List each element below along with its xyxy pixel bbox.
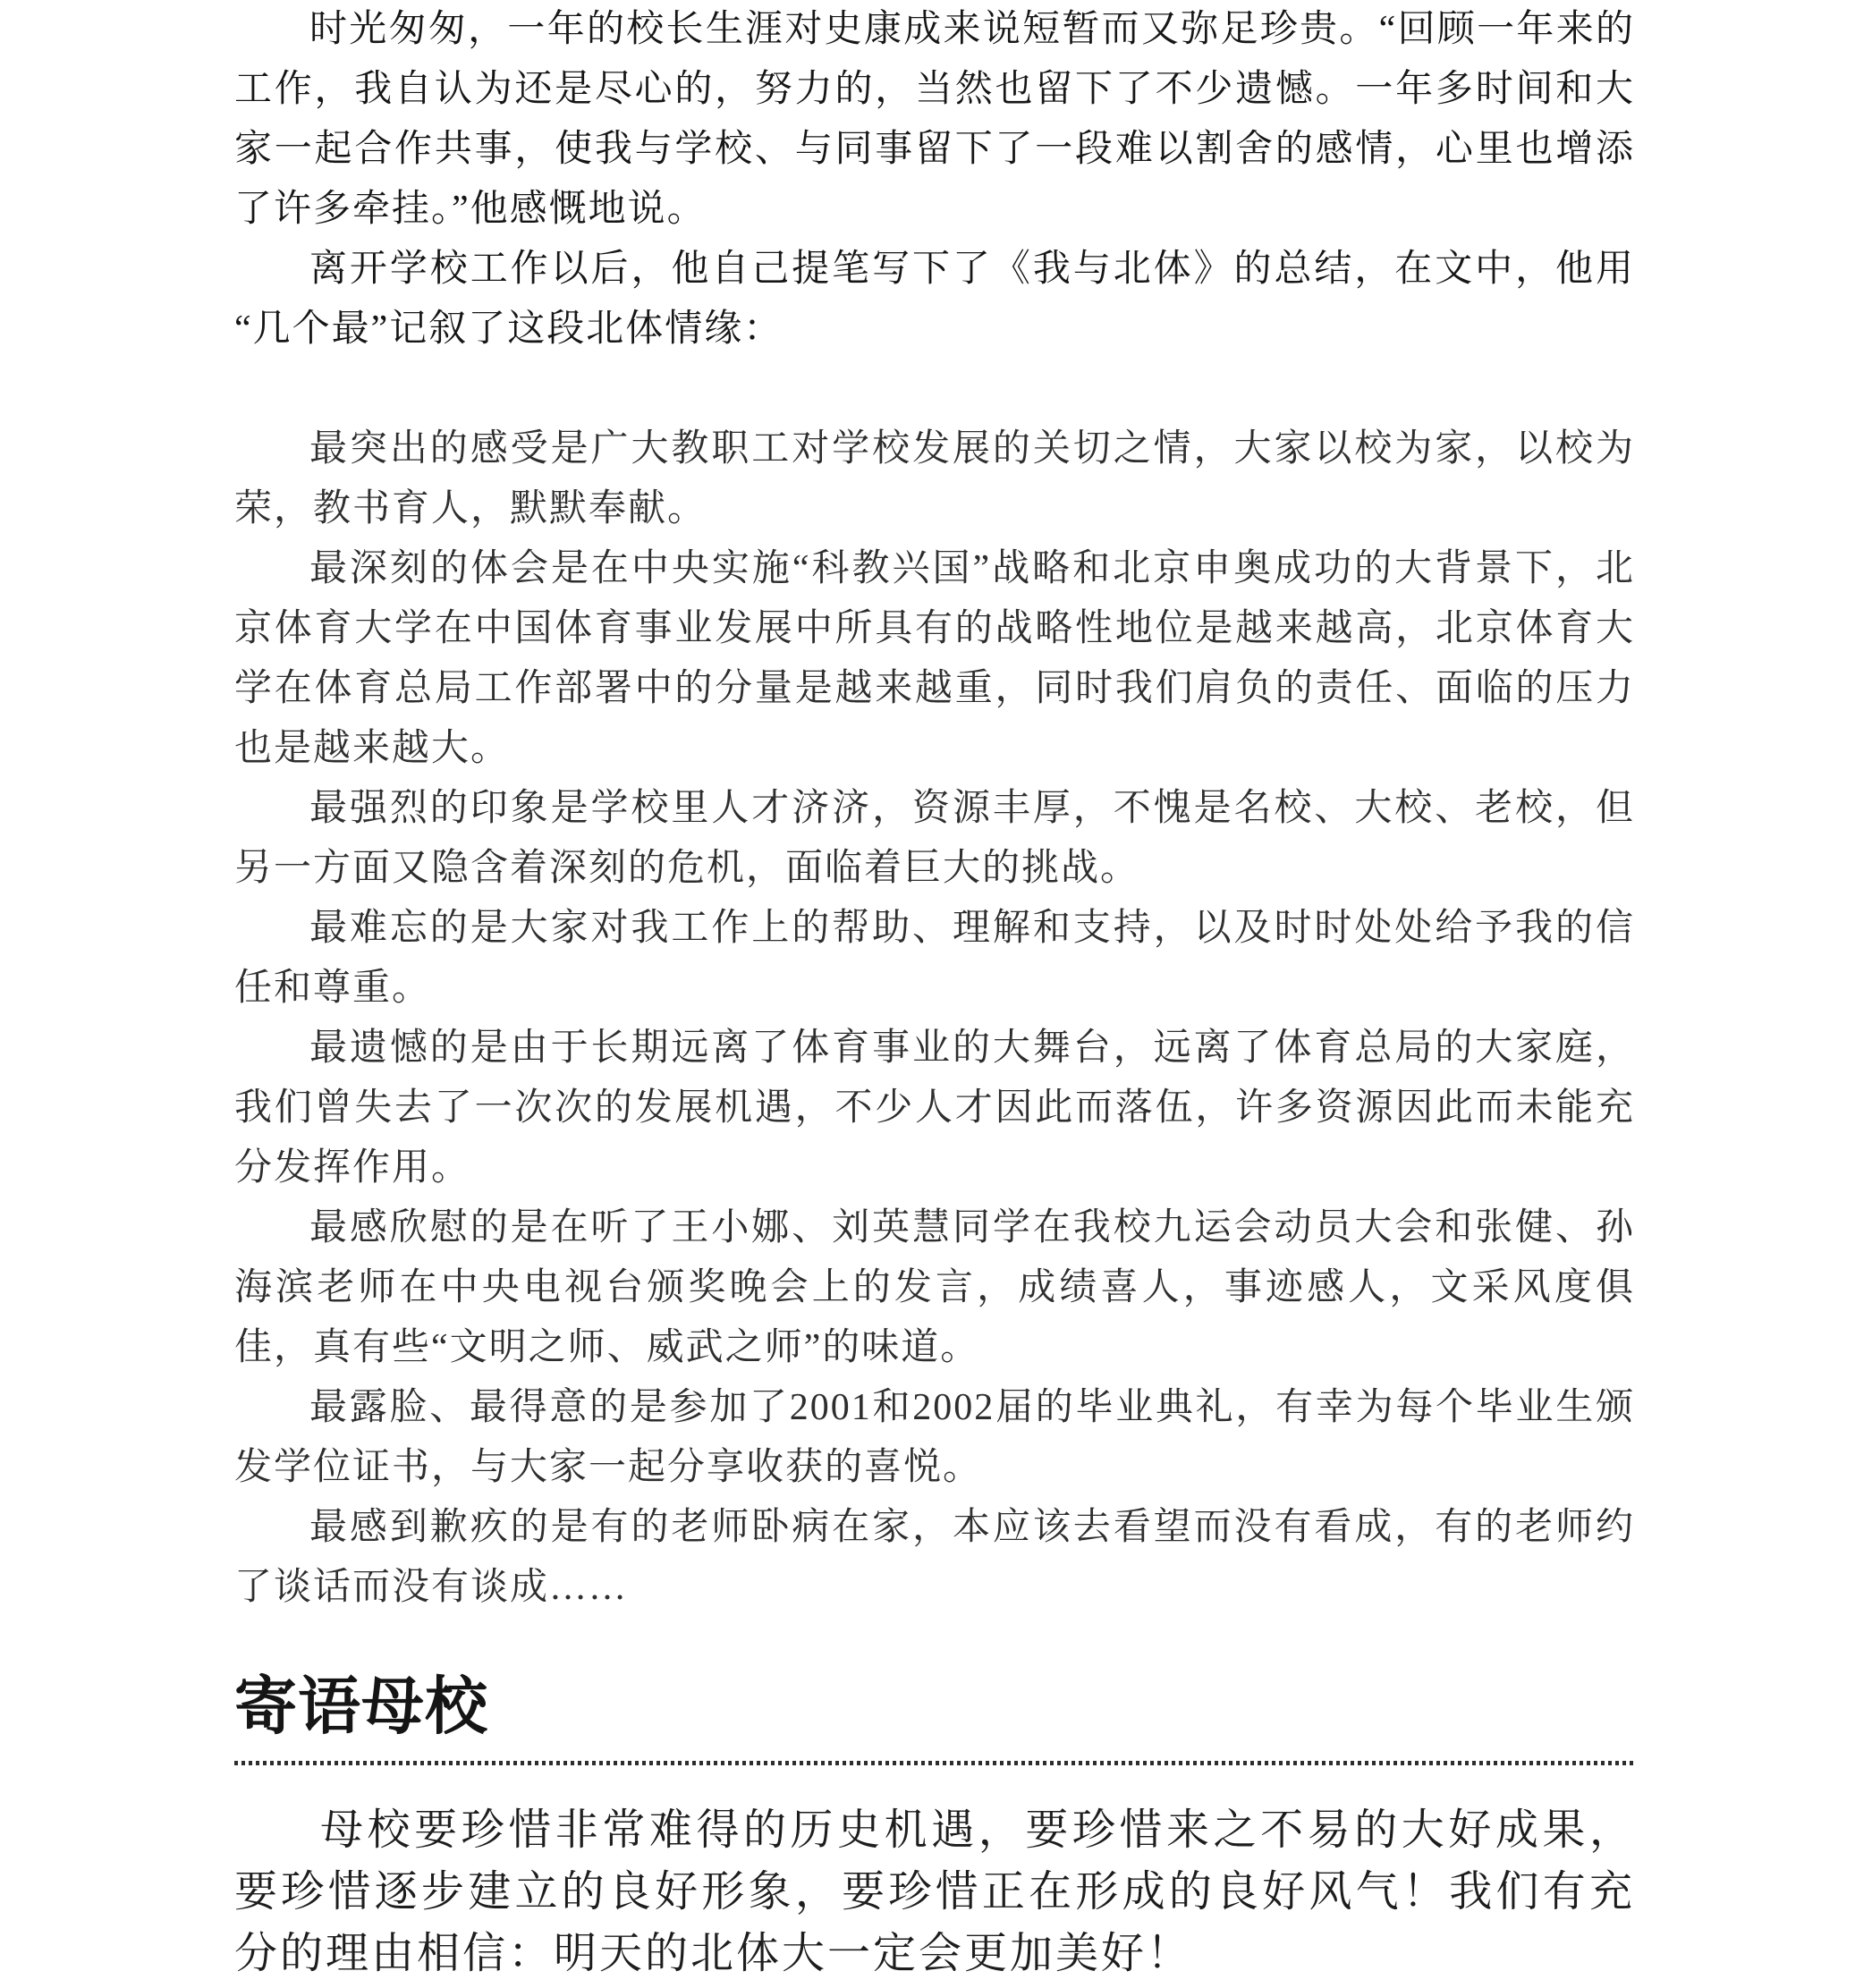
intro-paragraph: 时光匆匆，一年的校长生涯对史康成来说短暂而又弥足珍贵。“回顾一年来的工作，我自认为还是尽心的，努力的，当然也留下了不少遗憾。一年多时间和大家一起合作共事，使我与学校、与同事留下了一段难以割舍的感情，心里也增添了许多牵挂。”他感慨地说。: [234, 9, 1635, 230]
dotted-divider: [234, 1761, 1635, 1765]
quote-paragraph: 最深刻的体会是在中央实施“科教兴国”战略和北京申奥成功的大背景下，北京体育大学在中国体育事业发展中所具有的战略性地位是越来越高，北京体育大学在体育总局工作部署中的分量是越来越重，同时我们肩负的责任、面临的压力也是越来越大。: [234, 548, 1635, 769]
section-heading: 寄语母校: [234, 1673, 488, 1742]
quote-paragraph: 最突出的感受是广大教职工对学校发展的关切之情，大家以校为家，以校为荣，教书育人，默默奉献。: [234, 428, 1635, 529]
text-column: [234, 0, 1635, 1984]
quote-paragraph: 最露脸、最得意的是参加了2001和2002届的毕业典礼，有幸为每个毕业生颁发学位证书，与大家一起分享收获的喜悦。: [234, 1387, 1635, 1488]
quote-paragraph: 最遗憾的是由于长期远离了体育事业的大舞台，远离了体育总局的大家庭，我们曾失去了一次次的发展机遇，不少人才因此而落伍，许多资源因此而未能充分发挥作用。: [234, 1028, 1635, 1189]
closing-paragraph: 母校要珍惜非常难得的历史机遇，要珍惜来之不易的大好成果，要珍惜逐步建立的良好形象，要珍惜正在形成的良好风气！我们有充分的理由相信：明天的北体大一定会更加美好！: [234, 1806, 1635, 1977]
quote-paragraph: 最感欣慰的是在听了王小娜、刘英慧同学在我校九运会动员大会和张健、孙海滨老师在中央电视台颁奖晚会上的发言，成绩喜人，事迹感人，文采风度俱佳，真有些“文明之师、威武之师”的味道。: [234, 1207, 1635, 1368]
quote-paragraph: 最难忘的是大家对我工作上的帮助、理解和支持，以及时时处处给予我的信任和尊重。: [234, 908, 1635, 1009]
quote-paragraph: 最强烈的印象是学校里人才济济，资源丰厚，不愧是名校、大校、老校，但另一方面又隐含着深刻的危机，面临着巨大的挑战。: [234, 788, 1635, 889]
quote-block: [234, 419, 1635, 1618]
intro-paragraph: 离开学校工作以后，他自己提笔写下了《我与北体》的总结，在文中，他用“几个最”记叙了这段北体情缘：: [234, 249, 1635, 350]
quote-paragraph: 最感到歉疚的是有的老师卧病在家，本应该去看望而没有看成，有的老师约了谈话而没有谈成……: [234, 1507, 1635, 1608]
